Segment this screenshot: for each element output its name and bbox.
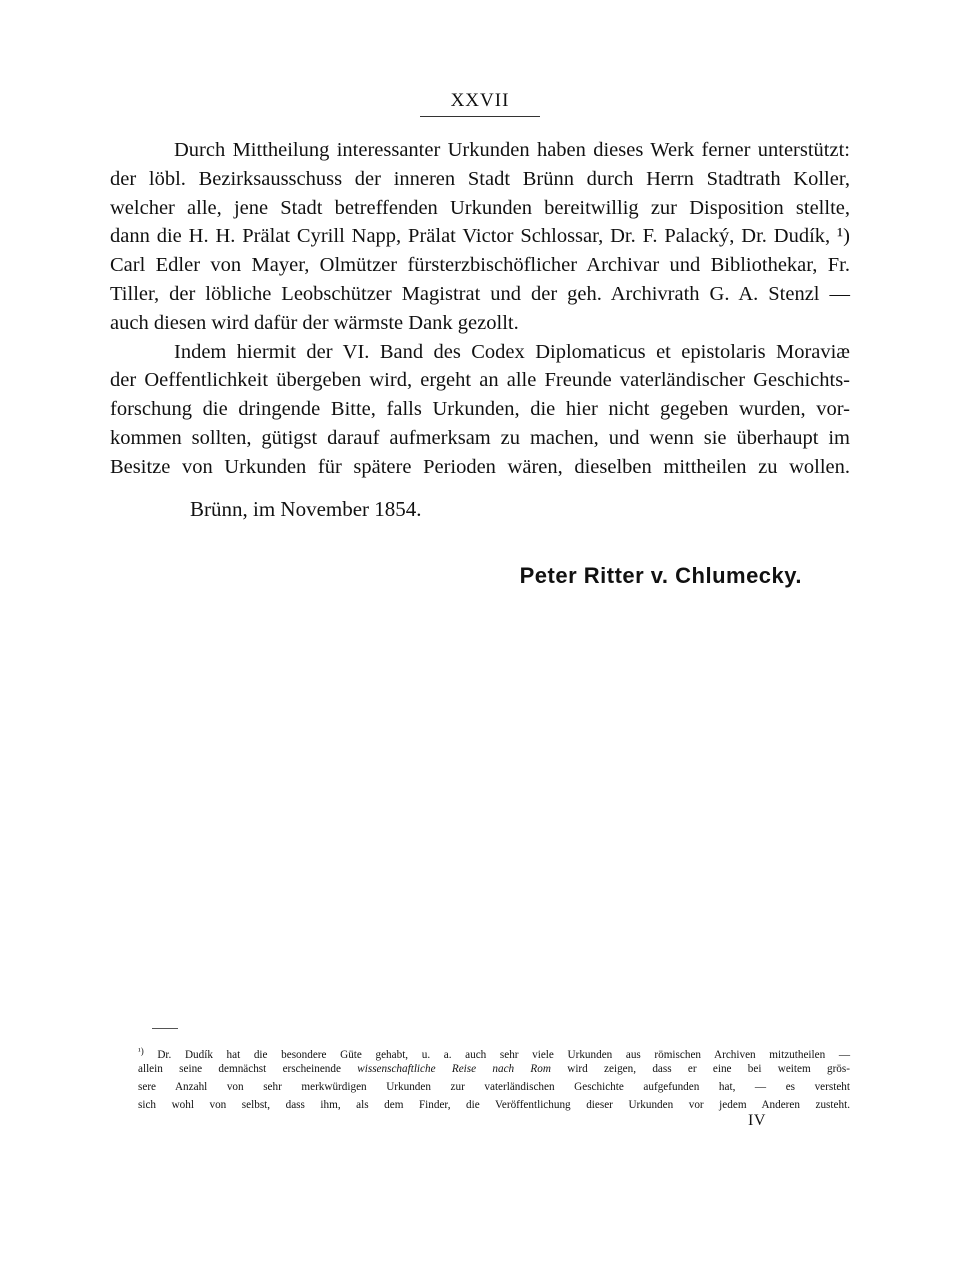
body-line: Carl Edler von Mayer, Olmützer fürsterzbischöflicher Archivar und Bibliothekar, Fr. [110,254,850,277]
footnote-text: Dr. Dudík hat die besondere Güte gehabt, u. a. auch sehr viele Urkunden aus römischen Archiven mitzutheilen — [157,1049,851,1061]
page-number-rule [420,116,540,117]
printer-signature-mark: IV [748,1112,766,1129]
footnote-line: sich wohl von selbst, dass ihm, als dem Finder, die Veröffentlichung dieser Urkunden vor jedem Anderen zusteht. [138,1099,850,1111]
footnote [138,1042,850,1114]
footnote-marker: ¹) [138,1046,144,1056]
page-number: XXVII [450,90,510,111]
body-line: Durch Mittheilung interessanter Urkunden haben dieses Werk ferner unterstützt: [174,139,850,161]
footnote-line [138,1060,850,1078]
body-line: auch diesen wird dafür der wärmste Dank gezollt. [110,311,519,334]
body-line: der Oeffentlichkeit übergeben wird, ergeht an alle Freunde vaterländischer Geschichts- [110,369,850,392]
author-signature: Peter Ritter v. Chlumecky. [519,563,802,588]
body-line: Indem hiermit der VI. Band des Codex Diplomaticus et epistolaris Moraviæ [174,340,850,363]
footnote-italic-title: wissenschaftliche Reise nach Rom [357,1063,551,1075]
body-line: der löbl. Bezirksausschuss der inneren Stadt Brünn durch Herrn Stadtrath Koller, [110,167,850,190]
footnote-line [138,1042,850,1060]
footnote-rule [152,1028,178,1029]
footnote-line: sere Anzahl von sehr merkwürdigen Urkunden zur vaterländischen Geschichte aufgefunden hat, — es versteht [138,1081,850,1093]
body-line: forschung die dringende Bitte, falls Urkunden, die hier nicht gegeben wurden, vor- [110,398,850,421]
footnote-text: wird zeigen, dass er eine bei weitem grös- [567,1063,850,1075]
body-line: kommen sollten, gütigst darauf aufmerksam zu machen, und wenn sie überhaupt im [110,426,850,449]
footnote-text: allein seine demnächst erscheinende [138,1063,341,1075]
place-date: Brünn, im November 1854. [190,497,422,521]
body-line: Besitze von Urkunden für spätere Perioden wären, dieselben mittheilen zu wollen. [110,455,850,478]
body-line: dann die H. H. Prälat Cyrill Napp, Prälat Victor Schlossar, Dr. F. Palacký, Dr. Dudík, ¹) [110,225,850,248]
body-line: Tiller, der löbliche Leobschützer Magistrat und der geh. Archivrath G. A. Stenzl — [110,282,850,305]
body-text [110,136,850,482]
body-line: welcher alle, jene Stadt betreffenden Urkunden bereitwillig zur Disposition stellte, [110,196,850,219]
